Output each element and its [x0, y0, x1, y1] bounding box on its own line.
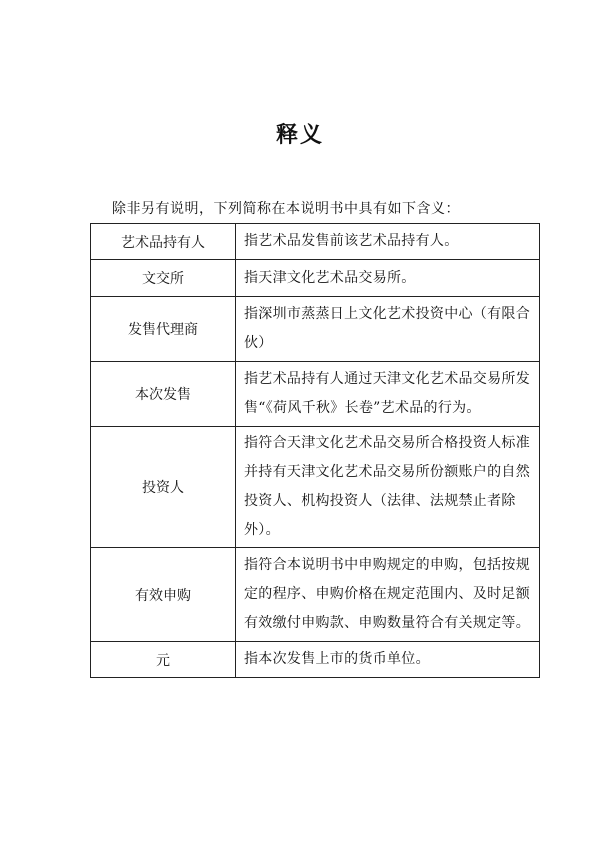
definition-cell: 指符合本说明书中申购规定的申购，包括按规定的程序、申购价格在规定范围内、及时足额有效缴付申购款、申购数量符合有关规定等。	[236, 548, 540, 642]
definition-cell: 指艺术品持有人通过天津文化艺术品交易所发售“《荷风千秋》长卷”艺术品的行为。	[236, 362, 540, 427]
term-cell: 元	[91, 642, 236, 678]
term-cell: 艺术品持有人	[91, 224, 236, 260]
table-row	[91, 427, 540, 548]
term-cell: 投资人	[91, 427, 236, 548]
table-row	[91, 297, 540, 362]
intro-text: 除非另有说明，下列简称在本说明书中具有如下含义：	[112, 201, 460, 217]
table-row	[91, 362, 540, 427]
term-cell: 有效申购	[91, 548, 236, 642]
table-row	[91, 260, 540, 297]
page-title: 释义	[275, 123, 324, 148]
term-cell: 发售代理商	[91, 297, 236, 362]
term-cell: 文交所	[91, 260, 236, 297]
definition-cell: 指深圳市蒸蒸日上文化艺术投资中心（有限合伙）	[236, 297, 540, 362]
table-row	[91, 224, 540, 260]
table-row	[91, 642, 540, 678]
definition-cell: 指本次发售上市的货币单位。	[236, 642, 540, 678]
definition-cell: 指艺术品发售前该艺术品持有人。	[236, 224, 540, 260]
definitions-table	[90, 223, 540, 678]
table-row	[91, 548, 540, 642]
definition-cell: 指天津文化艺术品交易所。	[236, 260, 540, 297]
definition-cell: 指符合天津文化艺术品交易所合格投资人标准并持有天津文化艺术品交易所份额账户的自然投资人、机构投资人（法律、法规禁止者除外）。	[236, 427, 540, 548]
term-cell: 本次发售	[91, 362, 236, 427]
